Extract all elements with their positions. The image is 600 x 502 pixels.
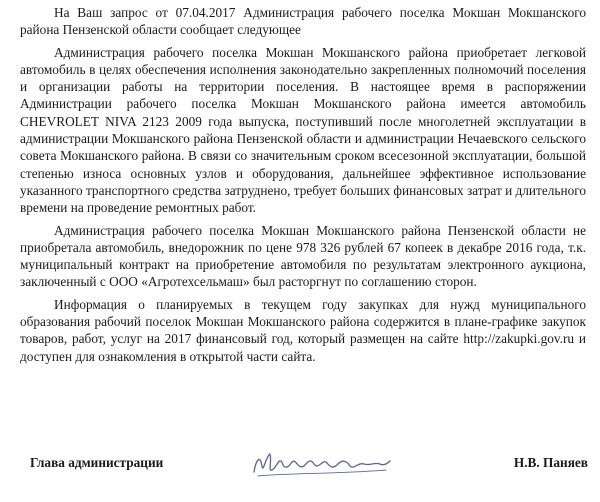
paragraph-purchase-status: Администрация рабочего поселка Мокшан Мокшанского района Пензенской области не приобретала автомобиль, внедорожник по цене 978 326 рублей 67 копеек в декабре 2016 года, т.к. муниципальный контракт на приобретение автомобиля по результатам электронного аукциона, заключенный с ООО «Агротехсельмаш» был расторгнут по соглашению сторон. <box>20 222 586 290</box>
signatory-name: Н.В. Паняев <box>513 455 588 470</box>
signature-block <box>30 450 590 490</box>
letter-body <box>20 4 586 365</box>
handwritten-signature <box>248 448 393 482</box>
signatory-title: Глава администрации <box>30 455 164 470</box>
paragraph-procurement-info: Информация о планируемых в текущем году закупках для нужд муниципального образования рабочий поселок Мокшан Мокшанского района содержится в плане-графике закупок товаров, работ, услуг на 2017 финансовый год, который размещен на сайте http://zakupki.gov.ru и доступен для ознакомления в открытой части сайта. <box>20 296 586 364</box>
paragraph-intro: На Ваш запрос от 07.04.2017 Администрация рабочего поселка Мокшан Мокшанского района Пензенской области сообщает следующее <box>20 5 586 38</box>
paragraph-vehicle-need: Администрация рабочего поселка Мокшан Мокшанского района приобретает легковой автомобиль в целях обеспечения исполнения законодательно закрепленных полномочий поселения и организации работы на территории поселения. В настоящее время в распоряжении Администрации рабочего поселка Мокшан Мокшанского района имеется автомобиль CHEVROLET NIVA 2123 2009 года выпуска, поступивший после многолетней эксплуатации в администрации Мокшанского района Пензенской области и администрации Нечаевского сельского совета Мокшанского района. В связи со значительным сроком всесезонной эксплуатации, большой степенью износа основных узлов и оборудования, дальнейшее эффективное использование указанного транспортного средства затруднено, требует больших финансовых затрат и длительного времени на проведение ремонтных работ. <box>20 44 586 216</box>
